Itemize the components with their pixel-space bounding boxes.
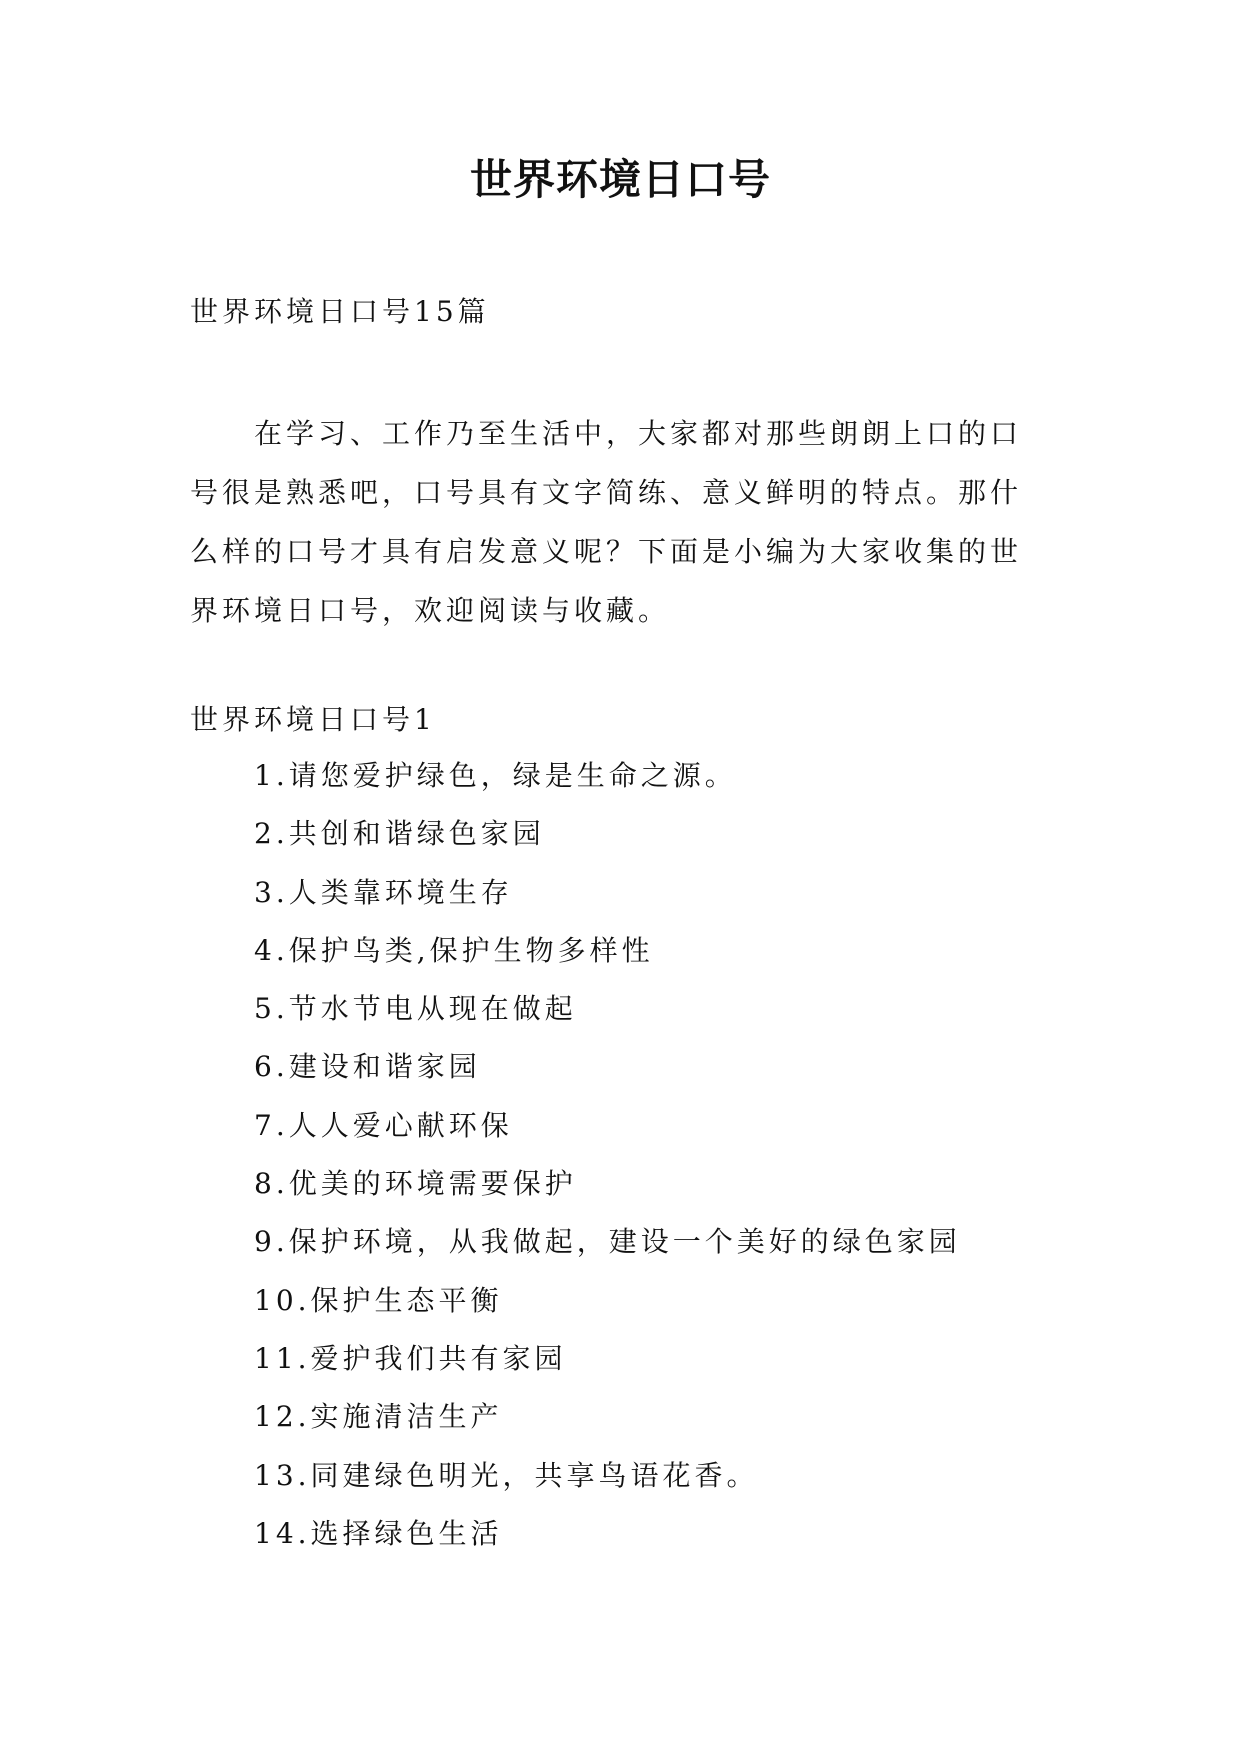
list-item: 13.同建绿色明光，共享鸟语花香。 bbox=[254, 1458, 759, 1492]
intro-paragraph: 在学习、工作乃至生活中，大家都对那些朗朗上口的口号很是熟悉吧，口号具有文字简练、意义鲜明的特点。那什么样的口号才具有启发意义呢？下面是小编为大家收集的世界环境日口号，欢迎阅读与收藏。 bbox=[190, 417, 1023, 627]
list-item: 7.人人爱心献环保 bbox=[254, 1108, 513, 1142]
list-item: 8.优美的环境需要保护 bbox=[254, 1167, 577, 1201]
list-item: 4.保护鸟类,保护生物多样性 bbox=[254, 933, 654, 967]
list-item: 9.保护环境，从我做起，建设一个美好的绿色家园 bbox=[254, 1225, 961, 1259]
list-item: 10.保护生态平衡 bbox=[254, 1283, 503, 1317]
list-item: 3.人类靠环境生存 bbox=[254, 875, 513, 909]
list-item: 14.选择绿色生活 bbox=[254, 1516, 503, 1550]
list-item: 12.实施清洁生产 bbox=[254, 1400, 503, 1434]
list-item: 1.请您爱护绿色，绿是生命之源。 bbox=[254, 759, 737, 792]
list-item: 5.节水节电从现在做起 bbox=[254, 992, 577, 1026]
slogan-list bbox=[254, 756, 961, 1572]
section-heading: 世界环境日口号1 bbox=[190, 703, 436, 736]
list-item: 2.共创和谐绿色家园 bbox=[254, 817, 545, 851]
document-title: 世界环境日口号 bbox=[469, 155, 771, 204]
list-item: 11.爱护我们共有家园 bbox=[254, 1341, 567, 1375]
document-subtitle: 世界环境日口号15篇 bbox=[190, 295, 490, 328]
list-item: 6.建设和谐家园 bbox=[254, 1050, 481, 1084]
